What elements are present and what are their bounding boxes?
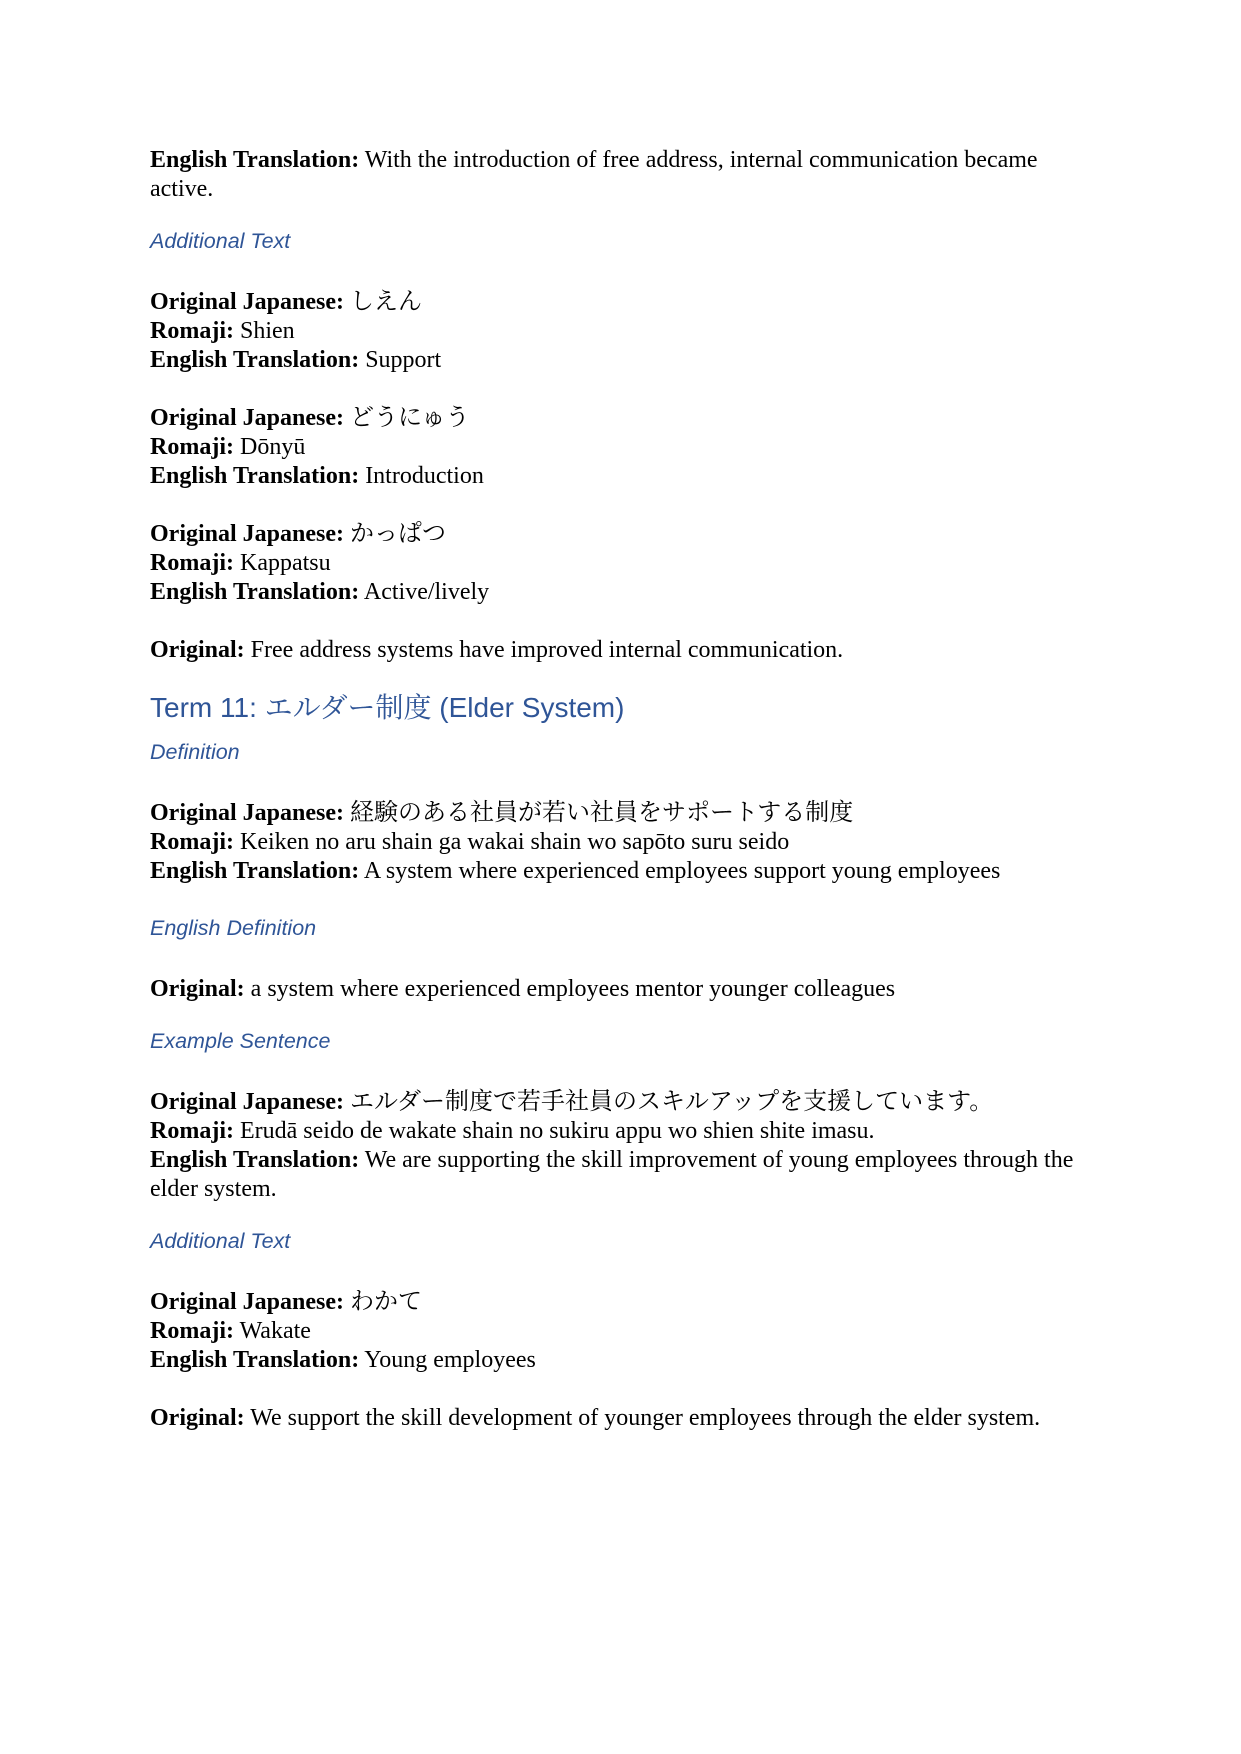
original-sentence-2 <box>150 1404 1090 1433</box>
original-text: We support the skill development of younger employees through the elder system. <box>250 1405 1041 1431</box>
romaji-text: Shien <box>239 318 295 344</box>
english-translation-label: English Translation: <box>150 1147 360 1173</box>
vocab-entry-donyu <box>150 404 1090 491</box>
example-sentence-heading: Example Sentence <box>150 1029 331 1053</box>
original-label: Original: <box>150 637 245 663</box>
term-english: (Elder System) <box>431 692 625 723</box>
romaji-label: Romaji: <box>150 550 234 576</box>
vocab-entry-kappatsu <box>150 520 1090 607</box>
romaji-label: Romaji: <box>150 1118 234 1144</box>
romaji-text: Keiken no aru shain ga wakai shain wo sapōto suru seido <box>239 829 790 855</box>
original-japanese-text: わかて <box>350 1289 423 1315</box>
romaji-text: Wakate <box>239 1318 311 1344</box>
term-japanese: エルダー制度 <box>264 691 432 724</box>
original-japanese-label: Original Japanese: <box>150 405 345 431</box>
english-translation-text: Introduction <box>365 463 484 489</box>
additional-text-heading-2: Additional Text <box>150 1229 291 1253</box>
original-label: Original: <box>150 976 245 1002</box>
intro-translation <box>150 146 1090 204</box>
english-translation-label: English Translation: <box>150 1347 360 1373</box>
original-japanese-text: 経験のある社員が若い社員をサポートする制度 <box>350 800 854 826</box>
original-text: Free address systems have improved internal communication. <box>250 637 844 663</box>
term-number: Term 11: <box>150 692 265 723</box>
example-sentence-block <box>150 1088 1090 1204</box>
definition-block <box>150 799 1090 886</box>
original-japanese-text: しえん <box>350 289 423 315</box>
english-translation-text: With the introduction of free address, internal communication became active. <box>150 147 1038 202</box>
original-japanese-text: どうにゅう <box>350 405 470 431</box>
english-translation-label: English Translation: <box>150 147 360 173</box>
original-japanese-text: かっぱつ <box>350 521 447 547</box>
original-text: a system where experienced employees mentor younger colleagues <box>250 976 896 1002</box>
romaji-label: Romaji: <box>150 434 234 460</box>
romaji-label: Romaji: <box>150 1318 234 1344</box>
original-japanese-label: Original Japanese: <box>150 289 345 315</box>
romaji-label: Romaji: <box>150 829 234 855</box>
romaji-text: Kappatsu <box>239 550 331 576</box>
english-translation-text: A system where experienced employees support young employees <box>363 858 1001 884</box>
english-translation-label: English Translation: <box>150 858 360 884</box>
original-japanese-text: エルダー制度で若手社員のスキルアップを支援しています。 <box>350 1089 994 1115</box>
english-definition-original <box>150 975 1090 1004</box>
english-translation-text: Support <box>365 347 442 373</box>
original-japanese-label: Original Japanese: <box>150 1289 345 1315</box>
english-translation-text: Young employees <box>364 1347 536 1373</box>
english-translation-label: English Translation: <box>150 463 360 489</box>
original-japanese-label: Original Japanese: <box>150 521 345 547</box>
definition-heading: Definition <box>150 740 240 764</box>
vocab-entry-wakate <box>150 1288 1090 1375</box>
term-heading <box>150 691 1090 725</box>
original-japanese-label: Original Japanese: <box>150 1089 345 1115</box>
vocab-entry-shien <box>150 288 1090 375</box>
english-translation-text: We are supporting the skill improvement of young employees through the elder system. <box>150 1147 1074 1202</box>
romaji-label: Romaji: <box>150 318 234 344</box>
english-definition-heading: English Definition <box>150 916 317 940</box>
original-sentence <box>150 636 1090 665</box>
original-label: Original: <box>150 1405 245 1431</box>
original-japanese-label: Original Japanese: <box>150 800 345 826</box>
english-translation-label: English Translation: <box>150 579 360 605</box>
english-translation-text: Active/lively <box>363 579 490 605</box>
romaji-text: Dōnyū <box>239 434 306 460</box>
romaji-text: Erudā seido de wakate shain no sukiru appu wo shien shite imasu. <box>239 1118 875 1144</box>
document-page <box>150 146 1090 1433</box>
additional-text-heading: Additional Text <box>150 229 291 253</box>
english-translation-label: English Translation: <box>150 347 360 373</box>
